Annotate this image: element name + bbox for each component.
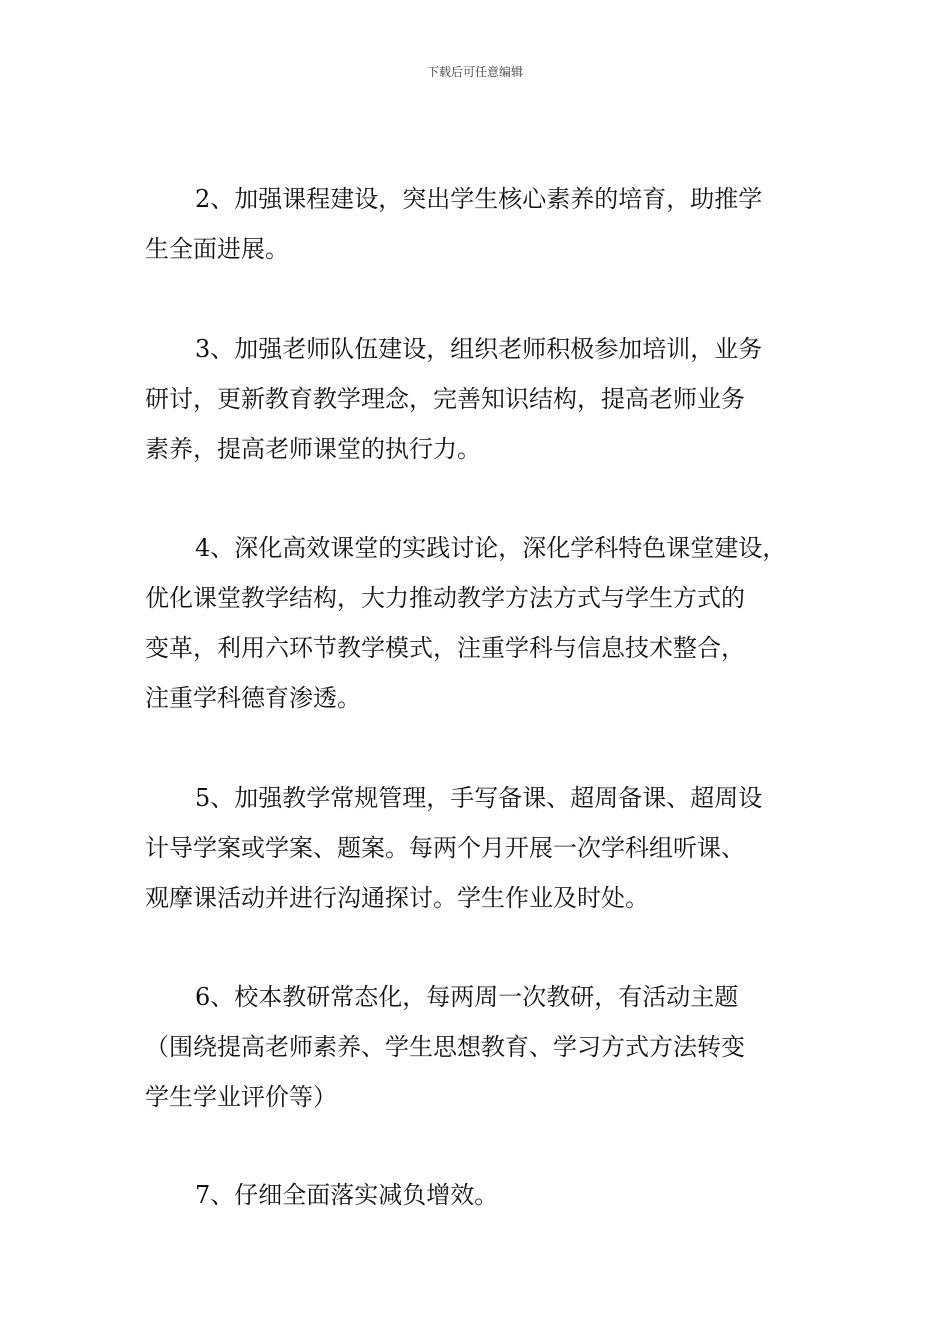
paragraph-item-6: 6、校本教研常态化，每两周一次教研，有活动主题 （围绕提高老师素养、学生思想教育、学习方式方法转变 学生学业评价等） <box>145 983 745 1111</box>
paragraph-item-4: 4、深化高效课堂的实践讨论，深化学科特色课堂建设， 优化课堂教学结构，大力推动教学方法方式与学生方式的 变革，利用六环节教学模式，注重学科与信息技术整合， 注重学科德育渗透。 <box>145 534 787 712</box>
page-header-note: 下载后可任意编辑 <box>426 65 523 79</box>
paragraph-item-5: 5、加强教学常规管理，手写备课、超周备课、超周设 计导学案或学案、题案。每两个月开展一次学科组听课、 观摩课活动并进行沟通探讨。学生作业及时处。 <box>145 784 763 912</box>
paragraph-item-2: 2、加强课程建设，突出学生核心素养的培育，助推学 生全面进展。 <box>145 185 763 263</box>
paragraph-item-7: 7、仔细全面落实减负增效。 <box>195 1181 499 1209</box>
paragraph-item-3: 3、加强老师队伍建设，组织老师积极参加培训，业务 研讨，更新教育教学理念，完善知识结构，提高老师业务 素养，提高老师课堂的执行力。 <box>145 335 763 463</box>
